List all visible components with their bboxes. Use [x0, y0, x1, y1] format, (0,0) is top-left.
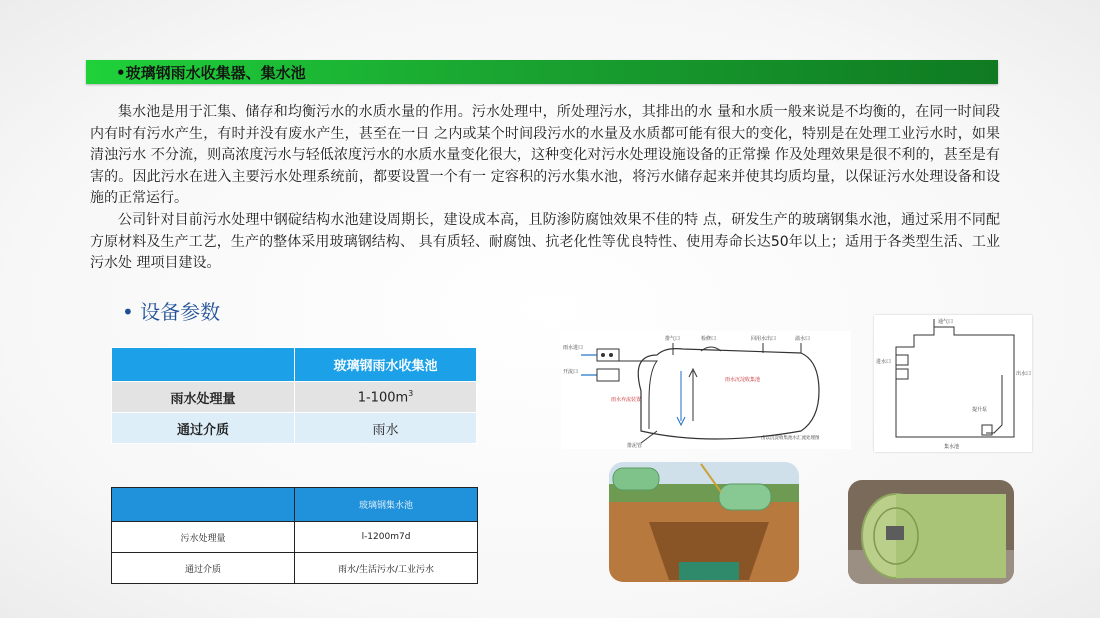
table-header-row — [112, 348, 477, 382]
label-inlet: 进水口 — [876, 359, 892, 365]
sump-params-table — [111, 487, 478, 584]
filter-dot — [601, 353, 605, 357]
tank-right — [719, 484, 771, 510]
intro-paragraph-1: 集水池是用于汇集、储存和均衡污水的水质水量的作用。污水处理中，所处理污水，其排出的水 量和水质一般来说是不均衡的，在同一时间段内有时有污水产生，有时并没有废水产生，甚至在一日 之内或某个时间段污水的水量及水质都可能有很大的变化，特别是在处理工业污水时，如果清浊污水 不分流，则高浓度污水与轻低浓度污水的水质水量变化很大，这种变化对污水处理设施设备的正常操 作及处理效果是很不利的，甚至是有害的。因此污水在进入主要污水处理系统前，都要设置一个有一 定容积的污水集水池，将污水储存起来并使其均质均量，以保证污水处理设备和设施的正常运行。 — [90, 104, 1000, 207]
table-cell-label: 雨水处理量 — [112, 382, 295, 413]
tank-flange — [886, 526, 904, 540]
label-caption: 由以沉淀收集池水汇流处理图 — [761, 436, 820, 441]
page-title: •玻璃钢雨水收集器、集水池 — [116, 64, 306, 82]
table-cell-value: 雨水/生活污水/工业污水 — [295, 553, 478, 584]
label-filter: 雨水弃流装置 — [611, 397, 642, 403]
frp-tank-photo — [848, 480, 1014, 584]
label-inlet: 雨水进口 — [563, 345, 584, 351]
label-top: 通气口 — [938, 319, 954, 325]
sump-outline — [896, 327, 1014, 437]
frp-tank-image — [848, 480, 1014, 584]
table-row — [112, 413, 477, 444]
table-cell-value: l-1200m7d — [295, 522, 478, 553]
label-overflow: 溢水口 — [795, 336, 811, 342]
table-header-blank — [112, 348, 295, 382]
installation-site-image — [609, 462, 799, 582]
pit-water — [679, 562, 739, 580]
table-cell-label: 污水处理量 — [112, 522, 295, 553]
valve-box — [597, 369, 619, 381]
label-tank: 雨水沉淀收集池 — [725, 377, 761, 383]
label-return: 回用水出口 — [751, 336, 777, 342]
intro-text — [90, 102, 1000, 275]
capacity-unit-superscript: 3 — [408, 388, 414, 398]
label-vent: 排气口 — [665, 336, 681, 342]
sump-diagram — [874, 315, 1032, 452]
intro-paragraph-2: 公司针对目前污水处理中钢碇结构水池建设周期长，建设成本高，且防渗防腐蚀效果不佳的特 点，研发生产的玻璃钢集水池，通过采用不同配方原材料及生产工艺，生产的整体采用玻璃钢结构、 具有质轻、耐腐蚀、抗老化性等优良特性、使用寿命长达50年以上；适用于各类型生活、工业污水处 理项目建设。 — [90, 211, 1000, 272]
tank-body — [896, 494, 1006, 578]
label-sediment: 排泥管 — [627, 443, 643, 449]
inlet-box — [896, 369, 908, 379]
table-row — [112, 553, 478, 584]
label-pump: 提升泵 — [972, 407, 988, 413]
label-valve: 开流口 — [563, 369, 579, 375]
label-outlet: 出水口 — [1016, 371, 1032, 377]
tank-left — [613, 468, 659, 490]
sump-schematic — [874, 315, 1032, 452]
rainwater-params-table — [111, 347, 477, 444]
filter-dot — [609, 353, 613, 357]
table-cell-label: 通过介质 — [112, 413, 295, 444]
table-cell-value: 雨水 — [295, 413, 477, 444]
tank-outline — [638, 349, 819, 439]
rainwater-tank-diagram — [561, 331, 851, 449]
label-caption: 集水池 — [944, 444, 960, 450]
title-bar — [86, 60, 998, 84]
params-heading: • 设备参数 — [122, 300, 221, 324]
table-header-cell: 玻璃钢集水池 — [295, 488, 478, 522]
table-row — [112, 382, 477, 413]
rainwater-tank-schematic — [561, 331, 851, 449]
label-manhole: 检修口 — [701, 336, 717, 342]
filter-box — [597, 349, 619, 361]
table-header-row — [112, 488, 478, 522]
capacity-value: 1-100m — [357, 390, 409, 406]
installation-site-photo — [609, 462, 799, 582]
table-cell-label: 通过介质 — [112, 553, 295, 584]
inlet-box — [896, 355, 908, 365]
table-row — [112, 522, 478, 553]
table-header-blank — [112, 488, 295, 522]
table-cell-value — [295, 382, 477, 413]
pump-pipe — [986, 375, 1002, 433]
table-header-cell: 玻璃钢雨水收集池 — [295, 348, 477, 382]
